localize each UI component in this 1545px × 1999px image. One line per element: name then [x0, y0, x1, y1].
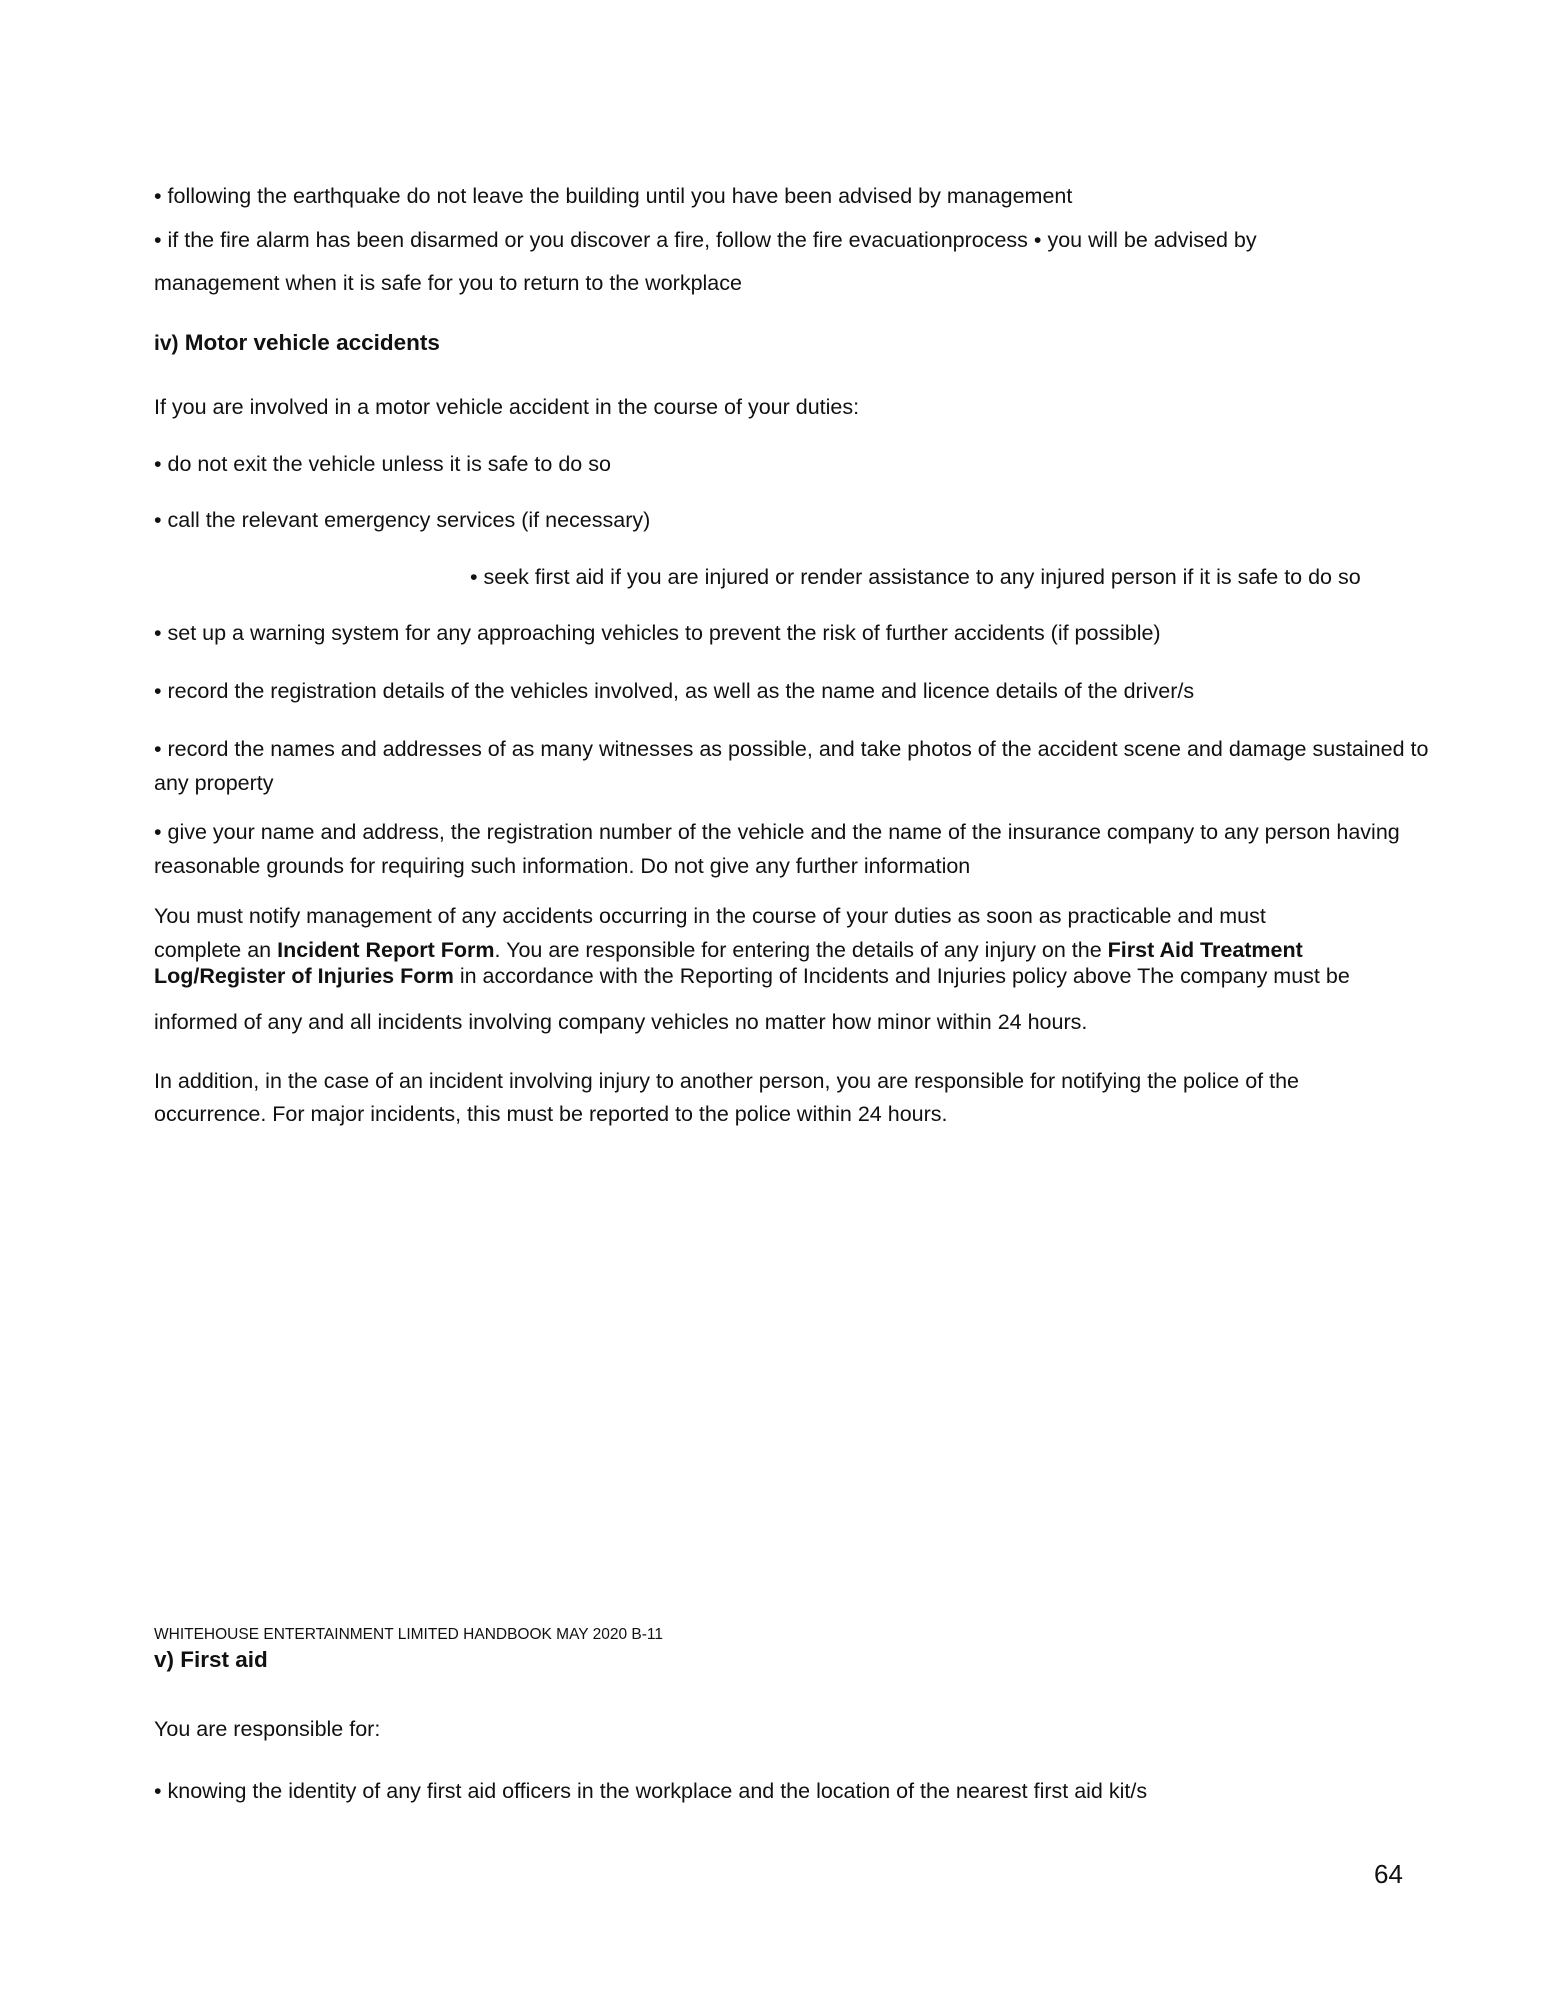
- earthquake-bullet-1: [154, 179, 1072, 213]
- bullet-text: if the fire alarm has been disarmed or you discover a fire, follow the fire evacuationprocess: [167, 228, 1028, 252]
- motor-intro: If you are involved in a motor vehicle accident in the course of your duties:: [154, 395, 860, 419]
- motor-bullet-6: [154, 732, 1444, 800]
- motor-bullet-4: [154, 616, 1161, 650]
- bullet-glyph: •: [154, 508, 162, 532]
- bullet-glyph: •: [154, 1779, 162, 1803]
- bullet-text: call the relevant emergency services (if necessary): [167, 508, 651, 532]
- bullet-glyph: •: [1033, 228, 1042, 252]
- first-aid-log-form-name-continued: Log/Register of Injuries Form: [154, 964, 454, 988]
- bullet-text: you will be advised by: [1047, 228, 1257, 252]
- addition-paragraph-line-1: In addition, in the case of an incident involving injury to another person, you are responsible for notifying the police of the: [154, 1069, 1299, 1093]
- notify-paragraph-line-2: [154, 937, 1303, 964]
- bullet-text: record the registration details of the vehicles involved, as well as the name and licence details of the driver/s: [167, 679, 1195, 703]
- bullet-text: seek first aid if you are injured or render assistance to any injured person if it is safe to do so: [483, 565, 1361, 589]
- motor-bullet-3: [470, 560, 1361, 594]
- notify-text: complete an: [154, 938, 278, 962]
- bullet-text: knowing the identity of any first aid officers in the workplace and the location of the nearest first aid kit/s: [167, 1779, 1148, 1803]
- bullet-glyph: •: [470, 565, 478, 589]
- motor-bullet-2: [154, 503, 650, 537]
- first-aid-bullet-1: [154, 1774, 1147, 1808]
- notify-text: in accordance with the Reporting of Incidents and Injuries policy above The company must be: [453, 964, 1350, 988]
- bullet-text: following the earthquake do not leave the building until you have been advised by management: [167, 184, 1073, 208]
- motor-bullet-7: [154, 815, 1444, 883]
- bullet-glyph: •: [154, 621, 162, 645]
- bullet-glyph: •: [154, 679, 162, 703]
- first-aid-intro: You are responsible for:: [154, 1717, 381, 1741]
- bullet-glyph: •: [154, 184, 162, 208]
- page-number: 64: [1374, 1859, 1403, 1889]
- notify-text: . You are responsible for entering the details of any injury on the: [494, 938, 1108, 962]
- bullet-glyph: •: [154, 228, 162, 252]
- bullet-text: give your name and address, the registration number of the vehicle and the name of the insurance company to any person having reasonable grounds for requiring such information. Do not give any further information: [154, 820, 1400, 878]
- bullet-glyph: •: [154, 820, 162, 844]
- notify-paragraph-line-3: [154, 963, 1350, 990]
- motor-bullet-5: [154, 674, 1194, 708]
- notify-paragraph-line-4: informed of any and all incidents involving company vehicles no matter how minor within 24 hours.: [154, 1010, 1088, 1034]
- bullet-text: set up a warning system for any approaching vehicles to prevent the risk of further accidents (if possible): [167, 621, 1161, 645]
- incident-report-form-name: Incident Report Form: [277, 938, 495, 962]
- heading-numeral: iv): [154, 332, 179, 355]
- addition-paragraph-line-2: occurrence. For major incidents, this must be reported to the police within 24 hours.: [154, 1102, 948, 1126]
- heading-text: Motor vehicle accidents: [184, 330, 440, 355]
- motor-bullet-1: [154, 447, 611, 481]
- section-heading-motor-vehicle: [154, 326, 440, 361]
- earthquake-bullet-2: [154, 223, 1257, 257]
- bullet-text: do not exit the vehicle unless it is safe to do so: [167, 452, 611, 476]
- earthquake-bullet-2-continued: management when it is safe for you to return to the workplace: [154, 271, 742, 295]
- notify-paragraph-line-1: You must notify management of any accidents occurring in the course of your duties as soon as practicable and must: [154, 904, 1266, 928]
- bullet-glyph: •: [154, 737, 162, 761]
- first-aid-log-form-name: First Aid Treatment: [1107, 938, 1303, 962]
- section-heading-first-aid: v) First aid: [154, 1647, 268, 1672]
- bullet-glyph: •: [154, 452, 162, 476]
- bullet-text: record the names and addresses of as many witnesses as possible, and take photos of the accident scene and damage sustained to any property: [154, 737, 1429, 795]
- handbook-footer-note: WHITEHOUSE ENTERTAINMENT LIMITED HANDBOOK MAY 2020 B-11: [154, 1626, 664, 1643]
